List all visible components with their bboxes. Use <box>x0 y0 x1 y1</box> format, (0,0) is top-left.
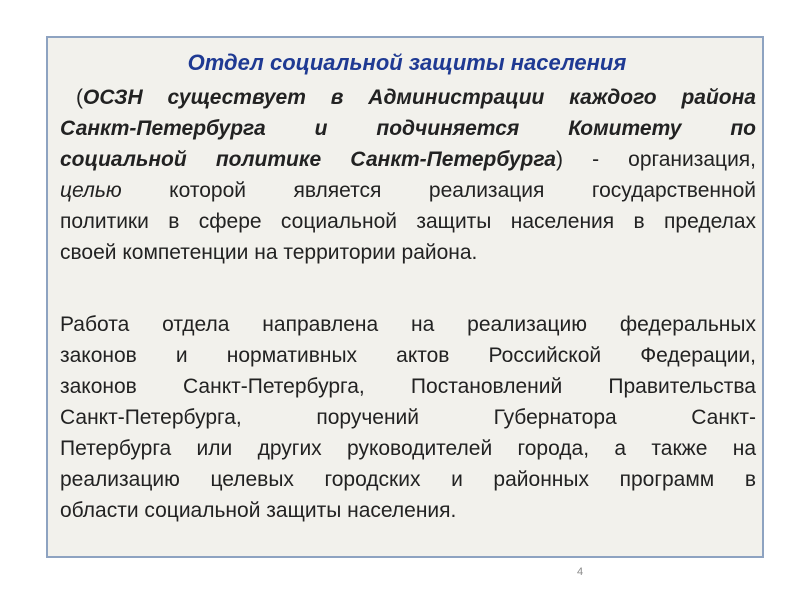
text-line: Санкт-Петербурга и подчиняется Комитету по <box>60 117 756 140</box>
text-fragment: ОСЗН существует в Администрации каждого района <box>83 86 756 109</box>
text-line: реализацию целевых городских и районных программ в <box>60 468 756 491</box>
paragraph-description <box>60 82 756 268</box>
paragraph-work <box>60 309 756 526</box>
text-fragment: ( <box>76 86 83 109</box>
text-line: законов Санкт-Петербурга, Постановлений Правительства <box>60 375 756 398</box>
text-line: области социальной защиты населения. <box>60 499 457 522</box>
slide-title: Отдел социальной защиты населения <box>187 50 627 75</box>
page-number: 4 <box>577 566 584 578</box>
text-line <box>60 144 756 175</box>
text-line: Санкт-Петербурга, поручений Губернатора Санкт- <box>60 406 756 429</box>
text-line: Петербурга или других руководителей города, а также на <box>60 437 756 460</box>
text-fragment: - организация, <box>562 148 757 171</box>
text-line: законов и нормативных актов Российской Федерации, <box>60 344 756 367</box>
text-line <box>60 175 756 206</box>
text-fragment: социальной политике Санкт-Петербурга <box>60 148 556 171</box>
slide-content-box <box>46 36 764 558</box>
text-line: своей компетенции на территории района. <box>60 241 478 264</box>
text-fragment: целью <box>60 179 122 202</box>
text-line <box>60 82 756 113</box>
text-fragment: ) <box>555 148 563 171</box>
text-line: Работа отдела направлена на реализацию федеральных <box>60 313 756 336</box>
text-line: политики в сфере социальной защиты населения в пределах <box>60 210 756 233</box>
text-fragment: которой является реализация государственной <box>121 179 756 202</box>
